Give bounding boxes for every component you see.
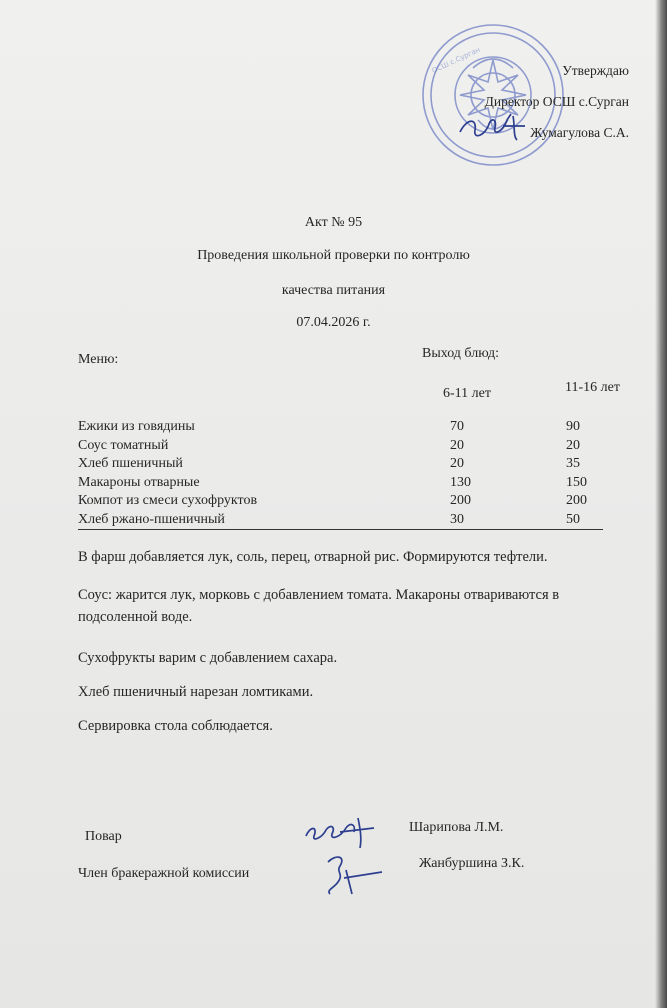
value-11-16: 35 xyxy=(566,456,580,471)
value-6-11: 130 xyxy=(450,474,471,490)
table-row xyxy=(78,511,603,531)
cook-label: Повар xyxy=(85,829,122,844)
table-row xyxy=(78,437,603,456)
table-row xyxy=(78,474,603,493)
act-subtitle-1: Проведения школьной проверки по контролю xyxy=(197,248,470,263)
table-row xyxy=(78,418,603,437)
cook-signature xyxy=(300,812,380,852)
stamp-ring-text: ОСШ с.Сурган xyxy=(430,45,482,76)
act-number: Акт № 95 xyxy=(304,215,363,230)
cook-name: Шарипова Л.М. xyxy=(409,820,504,835)
menu-table xyxy=(78,418,603,530)
value-11-16: 200 xyxy=(566,493,587,508)
dish-name: Соус томатный xyxy=(78,437,169,453)
value-6-11: 200 xyxy=(450,493,471,508)
approval-position: Директор ОСШ с.Сурган xyxy=(484,94,629,109)
value-6-11: 20 xyxy=(450,456,464,471)
dish-name: Компот из смеси сухофруктов xyxy=(78,493,258,508)
paragraph-bread: Хлеб пшеничный нарезан ломтиками. xyxy=(78,684,314,700)
dish-name: Хлеб ржано-пшеничный xyxy=(78,511,225,527)
approval-person: Жумагулова С.А. xyxy=(530,125,629,140)
table-row xyxy=(78,455,603,474)
table-row xyxy=(78,492,603,511)
column-11-16: 11-16 лет xyxy=(565,380,620,395)
commission-label: Член бракеражной комиссии xyxy=(78,866,250,881)
value-11-16: 50 xyxy=(566,511,580,527)
value-11-16: 90 xyxy=(566,419,580,434)
director-signature xyxy=(455,110,545,144)
value-6-11: 30 xyxy=(450,511,464,527)
value-11-16: 20 xyxy=(566,437,580,453)
paragraph-serving: Сервировка стола соблюдается. xyxy=(78,718,273,734)
output-label: Выход блюд: xyxy=(422,346,499,361)
dish-name: Хлеб пшеничный xyxy=(78,456,183,471)
paragraph-dried-fruit: Сухофрукты варим с добавлением сахара. xyxy=(78,650,338,666)
value-6-11: 20 xyxy=(450,437,464,453)
dish-name: Ежики из говядины xyxy=(78,419,195,434)
act-subtitle-2: качества питания xyxy=(281,283,386,298)
menu-label: Меню: xyxy=(78,352,119,367)
commission-signature xyxy=(318,848,388,898)
paragraph-sauce: Соус: жарится лук, морковь с добавлением томата. Макароны отвариваются в подсоленной воде. xyxy=(78,587,560,625)
approval-title: Утверждаю xyxy=(562,63,629,78)
commission-name: Жанбуршина З.К. xyxy=(419,856,525,871)
scan-shadow-edge xyxy=(655,0,667,1008)
column-6-11: 6-11 лет xyxy=(443,386,491,401)
paragraph-filling: В фарш добавляется лук, соль, перец, отварной рис. Формируются тефтели. xyxy=(78,549,548,565)
value-6-11: 70 xyxy=(450,419,464,434)
value-11-16: 150 xyxy=(566,474,587,490)
act-date: 07.04.2026 г. xyxy=(296,315,371,330)
dish-name: Макароны отварные xyxy=(78,474,200,490)
